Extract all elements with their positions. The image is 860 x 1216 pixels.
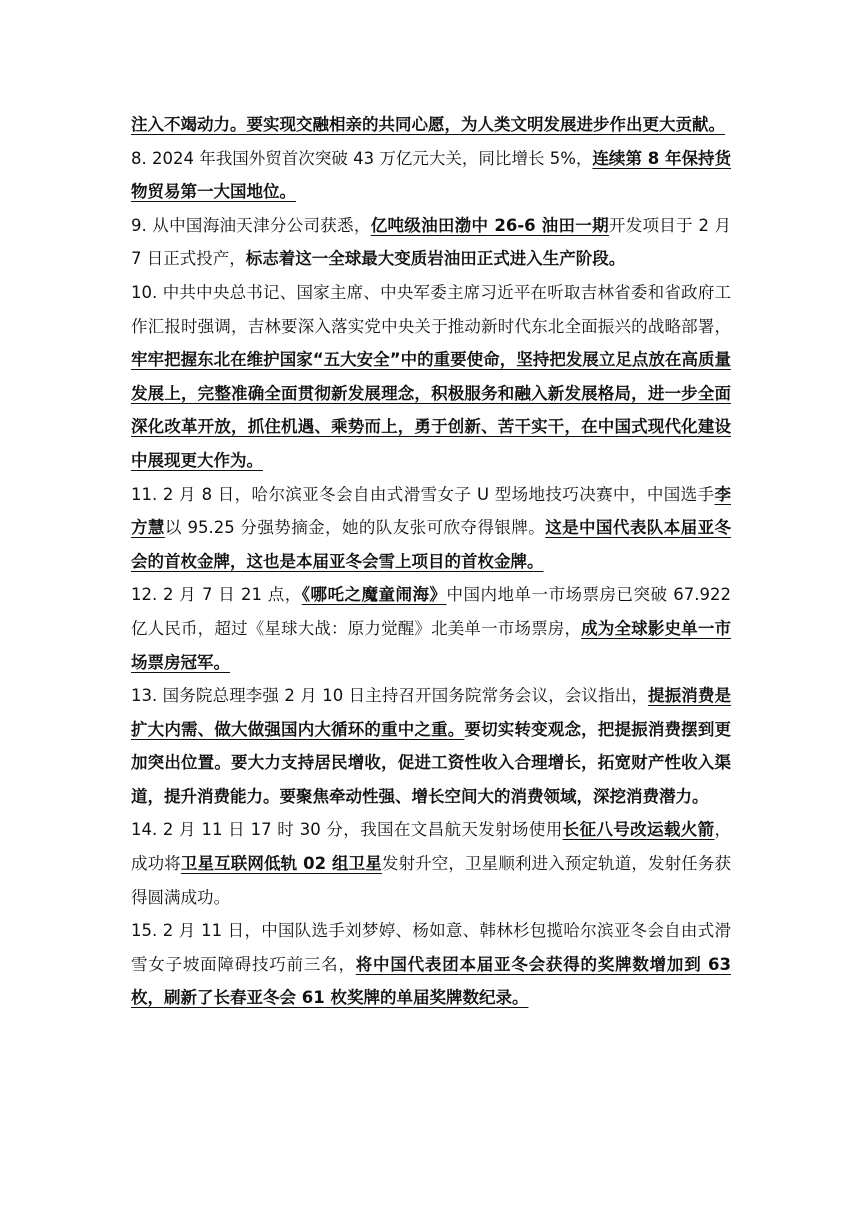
body-text: 11. 2 月 8 日，哈尔滨亚冬会自由式滑雪女子 U 型场地技巧决赛中，中国选手 [131, 484, 715, 504]
key-point-text: 这是中国代表队本届亚冬会的首枚金牌，这也是本届亚冬会雪上项目的首枚金牌。 [131, 518, 732, 571]
body-text: 以 95.25 分强势摘金，她的队友张可欣夺得银牌。 [164, 518, 546, 538]
key-point-text: 将中国代表团本届亚冬会获得的奖牌数增加到 63 枚，刷新了长春亚冬会 61 枚奖牌的单届奖牌数纪录。 [131, 954, 731, 1008]
body-text: ，成功将 [131, 820, 732, 874]
news-item-2 [131, 142, 731, 209]
key-point-text: 成为全球影史单一市场票房冠军。 [131, 618, 732, 672]
body-text: 12. 2 月 7 日 21 点， [131, 585, 302, 605]
body-text: 10. 中共中央总书记、国家主席、中央军委主席习近平在听取吉林省委和省政府工作汇报时强调，吉林要深入落实党中央关于推动新时代东北全面振兴的战略部署， [131, 282, 731, 336]
news-item-9 [131, 914, 731, 1015]
news-item-7 [131, 679, 731, 813]
body-text: 8. 2024 年我国外贸首次突破 43 万亿元大关，同比增长 5%， [131, 148, 593, 168]
news-item-5 [131, 478, 731, 579]
key-point-text: 牢牢把握东北在维护国家“五大安全”中的重要使命，坚持把发展立足点放在高质量发展上，完整准确全面贯彻新发展理念，积极服务和融入新发展格局，进一步全面深化改革开放，抓住机遇、乘势而上，勇于创新、苦干实干，在中国式现代化建设中展现更大作为。 [131, 350, 731, 470]
news-item-8 [131, 813, 731, 914]
key-point-text: 连续第 8 年保持货物贸易第一大国地位。 [131, 148, 731, 202]
body-text: 9. 从中国海油天津分公司获悉， [131, 215, 371, 235]
key-point-text: 长征八号改运载火箭 [562, 820, 715, 840]
body-text: 15. 2 月 11 日，中国队选手刘梦婷、杨如意、韩林杉包揽哈尔滨亚冬会自由式滑雪女子坡面障碍技巧前三名， [131, 921, 731, 974]
key-point-text: 李方慧 [131, 484, 731, 538]
news-item-3 [131, 209, 731, 276]
key-point-text: 卫星互联网低轨 02 组卫星 [180, 854, 382, 874]
emphasis-text: 要切实转变观念，把提振消费摆到更加突出位置。要大力支持居民增收，促进工资性收入合理增长，拓宽财产性收入渠道，提升消费能力。要聚焦牵动性强、增长空间大的消费领域，深挖消费潜力。 [131, 719, 732, 806]
emphasis-text: 标志着这一全球最大变质岩油田正式进入生产阶段。 [245, 249, 626, 269]
document-body [131, 108, 731, 1015]
key-point-text: 提振消费是扩大内需、做大做强国内大循环的重中之重。 [131, 686, 732, 739]
key-point-text: 注入不竭动力。要实现交融相亲的共同心愿，为人类文明发展进步作出更大贡献。 [131, 115, 725, 134]
key-point-text: 亿吨级油田渤中 26-6 油田一期 [370, 215, 609, 235]
body-text: 中国内地单一市场票房已突破 67.922 亿人民币，超过《星球大战：原力觉醒》北美单一市场票房， [131, 585, 732, 638]
body-text: 14. 2 月 11 日 17 时 30 分，我国在文昌航天发射场使用 [131, 820, 563, 840]
body-text: 开发项目于 2 月 7 日正式投产， [131, 215, 731, 269]
news-item-6 [131, 578, 731, 679]
news-item-4 [131, 276, 731, 478]
body-text: 发射升空，卫星顺利进入预定轨道，发射任务获得圆满成功。 [131, 854, 732, 907]
news-item-1 [131, 108, 731, 142]
key-point-text: 《哪吒之魔童闹海》 [301, 585, 447, 605]
body-text: 13. 国务院总理李强 2 月 10 日主持召开国务院常务会议，会议指出， [131, 686, 648, 706]
